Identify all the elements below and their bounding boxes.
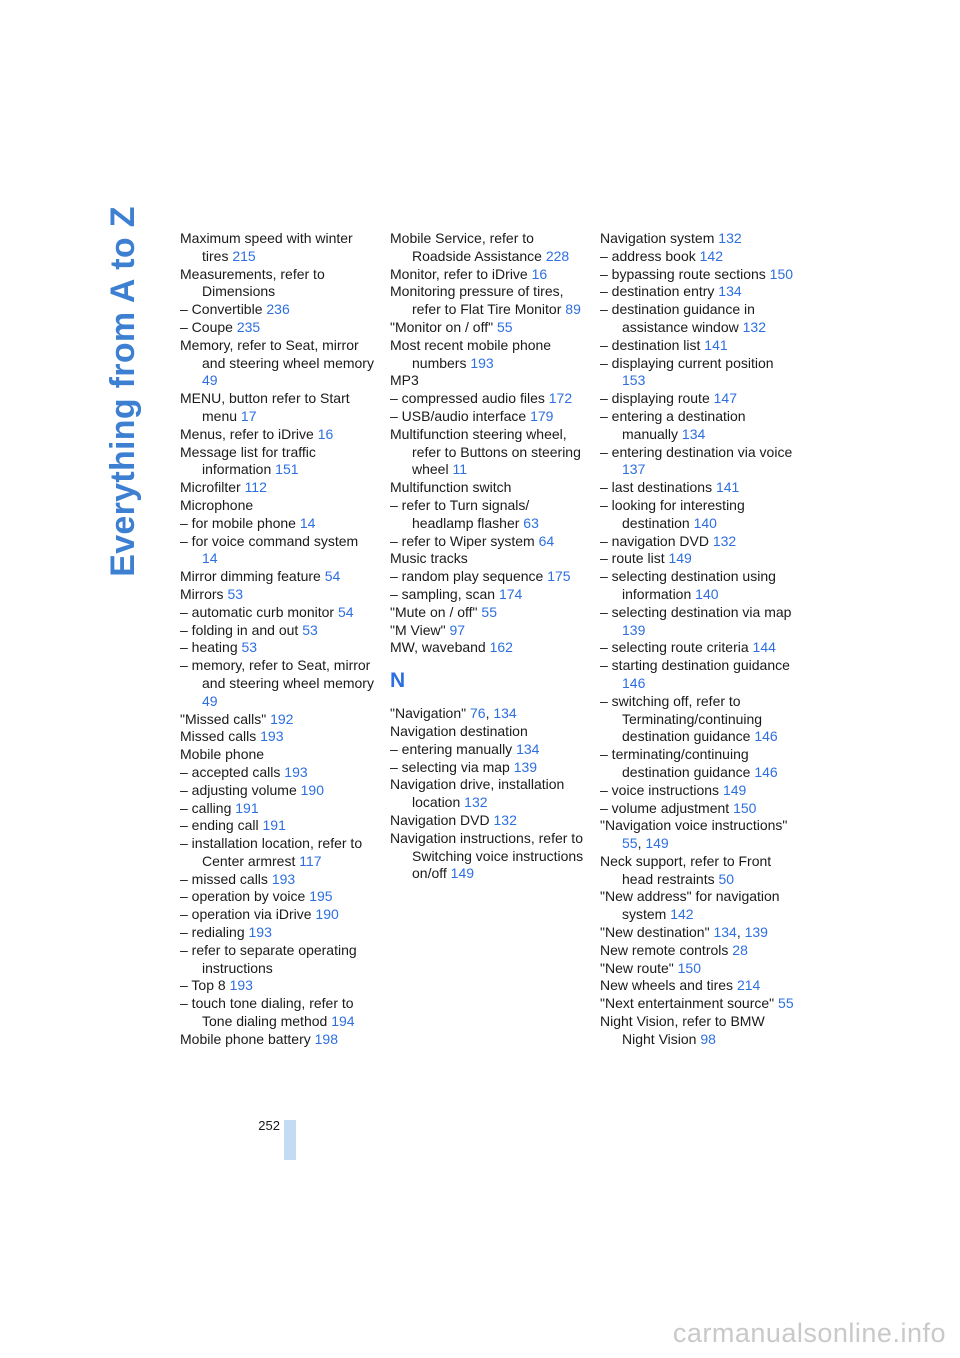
- page-reference-link[interactable]: 117: [299, 852, 322, 869]
- page-reference-link[interactable]: 54: [324, 568, 341, 585]
- page-reference-link[interactable]: 139: [744, 924, 768, 941]
- page-reference-link[interactable]: 191: [262, 817, 286, 834]
- index-term: Microfilter: [180, 479, 245, 496]
- index-term: – compressed audio files: [390, 390, 549, 407]
- index-entry: [180, 1031, 376, 1049]
- index-term: – switching off, refer to Terminating/continuing destination guidance: [600, 692, 763, 745]
- index-term: Missed calls: [180, 728, 261, 745]
- index-entry: [390, 639, 586, 657]
- page-reference-link[interactable]: 172: [548, 390, 573, 407]
- index-entry: [180, 977, 376, 995]
- page-reference-link[interactable]: 146: [754, 763, 778, 780]
- index-term: – Top 8: [180, 977, 230, 994]
- page-reference-link[interactable]: 55: [481, 603, 497, 620]
- index-entry: [180, 444, 376, 480]
- index-entry: [180, 888, 376, 906]
- page-reference-link[interactable]: 54: [337, 603, 354, 620]
- index-term: "Next entertainment source": [600, 995, 779, 1012]
- index-entry: [600, 248, 796, 266]
- index-term: – voice instructions: [600, 781, 723, 798]
- section-heading: N: [390, 669, 406, 693]
- index-term: – selecting via map: [390, 758, 514, 775]
- index-entry: [180, 604, 376, 622]
- page-reference-link[interactable]: 193: [229, 977, 253, 994]
- index-entry: [390, 759, 586, 777]
- page-reference-link[interactable]: 132: [742, 318, 766, 335]
- index-term: "M View": [390, 621, 450, 638]
- index-term: Monitoring pressure of tires, refer to Flat Tire Monitor: [390, 283, 566, 318]
- side-title-text: Everything from A to Z: [103, 205, 142, 577]
- index-entry: [600, 960, 796, 978]
- index-entry: [180, 515, 376, 533]
- page-reference-link[interactable]: 17: [240, 407, 257, 424]
- index-term: – refer to Turn signals/ headlamp flasher: [390, 496, 530, 531]
- index-term: Memory, refer to Seat, mirror and steering wheel memory: [180, 336, 374, 371]
- index-term: – adjusting volume: [180, 781, 301, 798]
- index-entry: [390, 550, 586, 568]
- index-entry: [390, 426, 586, 479]
- index-term: MW, waveband: [390, 639, 490, 656]
- index-term: Navigation system: [600, 230, 719, 246]
- index-entry: [180, 924, 376, 942]
- index-entry: [180, 533, 376, 569]
- index-term: "Mute on / off": [390, 603, 482, 620]
- page-reference-link[interactable]: 151: [275, 461, 299, 478]
- index-entry: [600, 1013, 796, 1049]
- index-term: Message list for traffic information: [180, 443, 316, 478]
- page-reference-link[interactable]: 53: [302, 621, 318, 638]
- index-entry: [180, 479, 376, 497]
- index-term: – ending call: [180, 817, 263, 834]
- page-reference-link[interactable]: 193: [470, 354, 494, 371]
- index-term: Mirror dimming feature: [180, 568, 325, 585]
- index-entry: [600, 942, 796, 960]
- page-reference-link[interactable]: 142: [670, 906, 694, 923]
- index-entry: [600, 533, 796, 551]
- page-reference-link[interactable]: 147: [713, 390, 737, 407]
- index-column-2: [390, 230, 586, 883]
- page-separator: ,: [485, 705, 494, 722]
- index-term: – calling: [180, 799, 236, 816]
- page-reference-link[interactable]: 149: [722, 781, 747, 798]
- index-entry: [600, 746, 796, 782]
- page-reference-link[interactable]: 192: [270, 710, 294, 727]
- index-entry: [390, 705, 586, 723]
- page-separator: ,: [637, 835, 646, 852]
- page-reference-link[interactable]: 190: [315, 906, 339, 923]
- index-entry: [180, 906, 376, 924]
- index-term: – operation by voice: [180, 888, 310, 905]
- page-reference-link[interactable]: 98: [700, 1030, 716, 1047]
- index-entry: [180, 266, 376, 302]
- index-entry: [180, 586, 376, 604]
- index-entry: [180, 746, 376, 764]
- index-term: Navigation destination: [390, 722, 528, 739]
- index-term: – Convertible: [180, 301, 267, 318]
- index-entry: [180, 319, 376, 337]
- index-entry: [390, 497, 586, 533]
- index-term: – operation via iDrive: [180, 906, 316, 923]
- index-entry: [600, 390, 796, 408]
- index-entry: [390, 408, 586, 426]
- index-entry: [180, 728, 376, 746]
- index-entry: [600, 995, 796, 1013]
- page-reference-link[interactable]: 14: [202, 550, 218, 567]
- index-entry: [180, 301, 376, 319]
- page-reference-link[interactable]: 137: [622, 461, 646, 478]
- page-reference-link[interactable]: 144: [752, 639, 776, 656]
- index-term: Monitor, refer to iDrive: [390, 265, 532, 282]
- index-term: Microphone: [180, 496, 254, 513]
- index-entry: [180, 639, 376, 657]
- index-term: – terminating/continuing destination guidance: [600, 746, 755, 780]
- index-entry: [180, 782, 376, 800]
- page-reference-link[interactable]: 55: [496, 318, 513, 335]
- page-reference-link[interactable]: 49: [202, 692, 218, 709]
- index-term: "New destination": [600, 924, 714, 941]
- index-entry: [180, 657, 376, 710]
- page-reference-link[interactable]: 55: [778, 995, 794, 1012]
- index-term: Multifunction switch: [390, 479, 512, 496]
- index-term: – entering destination via voice: [600, 443, 793, 460]
- index-term: MP3: [390, 372, 419, 389]
- index-entry: [180, 871, 376, 889]
- index-entry: [180, 337, 376, 390]
- index-entry: [180, 942, 376, 978]
- index-term: – memory, refer to Seat, mirror and steering wheel memory: [180, 657, 374, 691]
- index-term: – accepted calls: [180, 763, 285, 780]
- index-term: MENU, button refer to Start menu: [180, 390, 350, 424]
- index-term: – selecting route criteria: [600, 639, 753, 656]
- index-term: – redialing: [180, 924, 249, 941]
- index-term: Maximum speed with winter tires: [180, 230, 353, 264]
- page-reference-link[interactable]: 215: [232, 247, 256, 264]
- index-term: – displaying route: [600, 390, 714, 407]
- index-entry: [390, 830, 586, 883]
- page-reference-link[interactable]: 53: [241, 639, 258, 656]
- page-reference-link[interactable]: 16: [531, 265, 548, 282]
- page-reference-link[interactable]: 76: [469, 705, 486, 722]
- index-term: – entering a destination manually: [600, 407, 746, 442]
- watermark: carmanualsonline.info: [672, 1318, 946, 1348]
- page-reference-link[interactable]: 134: [713, 924, 737, 941]
- index-entry: [390, 390, 586, 408]
- page-reference-link[interactable]: 153: [622, 372, 646, 389]
- index-term: Most recent mobile phone numbers: [390, 336, 552, 371]
- page-reference-link[interactable]: 11: [452, 461, 468, 478]
- page-number-bar: [284, 1120, 296, 1160]
- page-reference-link[interactable]: 134: [516, 740, 540, 757]
- index-term: – destination guidance in assistance window: [600, 301, 755, 335]
- index-term: – volume adjustment: [600, 799, 734, 816]
- page-reference-link[interactable]: 195: [309, 888, 333, 905]
- page-reference-link[interactable]: 14: [299, 514, 316, 531]
- index-term: – USB/audio interface: [390, 407, 531, 424]
- page-reference-link[interactable]: 28: [732, 941, 748, 958]
- index-entry: [180, 622, 376, 640]
- page-reference-link[interactable]: 141: [704, 336, 728, 353]
- page-reference-link[interactable]: 132: [712, 532, 737, 549]
- page-reference-link[interactable]: 198: [314, 1030, 338, 1047]
- index-entry: [390, 266, 586, 284]
- page-reference-link[interactable]: 179: [530, 407, 554, 424]
- index-column-3: [600, 230, 796, 1049]
- index-entry: [600, 550, 796, 568]
- index-entry: [600, 301, 796, 337]
- index-entry: [180, 800, 376, 818]
- index-term: Measurements, refer to Dimensions: [180, 265, 325, 300]
- page-number: 252: [258, 1118, 280, 1133]
- index-term: Multifunction steering wheel, refer to Buttons on steering wheel: [390, 425, 581, 478]
- page-reference-link[interactable]: 132: [464, 794, 488, 811]
- index-entry: [180, 568, 376, 586]
- index-term: "Monitor on / off": [390, 318, 497, 335]
- index-entry: [390, 337, 586, 373]
- index-entry: [390, 812, 586, 830]
- page-reference-link[interactable]: 235: [236, 318, 261, 335]
- page-reference-link[interactable]: 53: [227, 585, 244, 602]
- index-entry: [390, 741, 586, 759]
- index-term: – last destinations: [600, 479, 716, 496]
- page-reference-link[interactable]: 149: [645, 835, 669, 852]
- index-term: – Coupe: [180, 318, 237, 335]
- index-entry: [390, 372, 586, 390]
- index-term: Mobile phone battery: [180, 1030, 315, 1047]
- index-term: – route list: [600, 550, 669, 567]
- index-term: – entering manually: [390, 740, 517, 757]
- index-term: Navigation DVD: [390, 811, 494, 828]
- index-entry: [600, 693, 796, 746]
- page-reference-link[interactable]: 193: [271, 870, 296, 887]
- index-entry: [600, 479, 796, 497]
- index-term: "New route": [600, 959, 678, 976]
- index-entry: [600, 568, 796, 604]
- page-reference-link[interactable]: 141: [715, 479, 740, 496]
- index-entry: [600, 337, 796, 355]
- page-reference-link[interactable]: 89: [565, 301, 581, 318]
- index-entry: [600, 639, 796, 657]
- page-reference-link[interactable]: 140: [695, 585, 719, 602]
- index-entry: [180, 995, 376, 1031]
- index-entry: [390, 230, 586, 266]
- page-reference-link[interactable]: 97: [449, 621, 466, 638]
- index-entry: [600, 888, 796, 924]
- index-entry: [390, 479, 586, 497]
- index-term: – touch tone dialing, refer to Tone dialing method: [180, 995, 354, 1030]
- page-reference-link[interactable]: 64: [538, 532, 555, 549]
- index-entry: [600, 924, 796, 942]
- index-term: Night Vision, refer to BMW Night Vision: [600, 1013, 765, 1047]
- index-term: "New address" for navigation system: [600, 888, 780, 923]
- index-entry: [180, 390, 376, 426]
- index-term: – refer to separate operating instructions: [180, 941, 357, 976]
- page-reference-link[interactable]: 139: [513, 758, 538, 775]
- index-term: "Navigation voice instructions": [600, 817, 788, 834]
- index-term: – navigation DVD: [600, 532, 713, 549]
- page-reference-link[interactable]: 132: [493, 811, 517, 828]
- page-reference-link[interactable]: 16: [317, 425, 334, 442]
- page-separator: ,: [736, 924, 745, 941]
- index-entry: [390, 604, 586, 622]
- index-term: – automatic curb monitor: [180, 603, 338, 620]
- index-term: Mobile Service, refer to Roadside Assistance: [390, 230, 546, 264]
- index-term: Mobile phone: [180, 746, 265, 763]
- page-reference-link[interactable]: 191: [235, 799, 259, 816]
- page-reference-link[interactable]: 146: [754, 728, 778, 745]
- index-term: – bypassing route sections: [600, 265, 770, 282]
- index-term: – destination list: [600, 336, 705, 353]
- index-term: – displaying current position: [600, 354, 774, 371]
- page-reference-link[interactable]: 150: [769, 265, 794, 282]
- page-reference-link[interactable]: 140: [693, 514, 717, 531]
- page-reference-link[interactable]: 134: [681, 425, 706, 442]
- page-reference-link[interactable]: 139: [622, 621, 646, 638]
- page-reference-link[interactable]: 50: [718, 870, 735, 887]
- index-entry: [390, 586, 586, 604]
- index-term: Navigation instructions, refer to Switching voice instructions on/off: [390, 829, 584, 882]
- page-reference-link[interactable]: 175: [547, 568, 571, 585]
- side-title: [88, 205, 158, 577]
- index-entry: [180, 835, 376, 871]
- page-reference-link[interactable]: 193: [248, 924, 272, 941]
- index-entry: [600, 604, 796, 640]
- index-entry: [180, 764, 376, 782]
- page-reference-link[interactable]: 55: [622, 835, 638, 852]
- index-entry: [390, 568, 586, 586]
- index-entry: [600, 853, 796, 889]
- index-term: – random play sequence: [390, 568, 548, 585]
- page-reference-link[interactable]: 214: [736, 977, 761, 994]
- index-term: – destination entry: [600, 283, 719, 300]
- index-entry: [390, 319, 586, 337]
- index-entry: [600, 657, 796, 693]
- index-entry: [600, 817, 796, 853]
- page-reference-link[interactable]: 134: [718, 283, 742, 300]
- index-entry: [180, 426, 376, 444]
- index-term: – selecting destination using information: [600, 568, 776, 602]
- index-term: – for voice command system: [180, 532, 359, 549]
- index-entry: [600, 266, 796, 284]
- index-term: – installation location, refer to Center armrest: [180, 835, 363, 869]
- index-entry: [390, 776, 586, 812]
- index-column-1: [180, 230, 376, 1049]
- index-entry: [600, 355, 796, 391]
- index-entry: [600, 283, 796, 301]
- page-reference-link[interactable]: 146: [622, 674, 646, 691]
- page-reference-link[interactable]: 194: [331, 1013, 355, 1030]
- index-term: – looking for interesting destination: [600, 496, 745, 531]
- index-term: Menus, refer to iDrive: [180, 425, 318, 442]
- index-term: – selecting destination via map: [600, 603, 792, 620]
- index-entry: [390, 283, 586, 319]
- index-term: "Missed calls": [180, 710, 271, 727]
- page-reference-link[interactable]: 49: [202, 372, 218, 389]
- page-reference-link[interactable]: 132: [718, 230, 742, 246]
- index-term: Navigation drive, installation location: [390, 776, 565, 811]
- page-reference-link[interactable]: 112: [244, 479, 267, 496]
- index-term: Neck support, refer to Front head restraints: [600, 852, 772, 887]
- index-term: New wheels and tires: [600, 977, 737, 994]
- page-reference-link[interactable]: 193: [260, 728, 284, 745]
- page-reference-link[interactable]: 228: [545, 247, 570, 264]
- page-reference-link[interactable]: 162: [489, 639, 513, 656]
- index-entry: [390, 533, 586, 551]
- page-reference-link[interactable]: 236: [266, 301, 290, 318]
- page-reference-link[interactable]: 149: [668, 550, 692, 567]
- index-entry: [180, 711, 376, 729]
- index-term: Mirrors: [180, 585, 228, 602]
- page-reference-link[interactable]: 149: [450, 865, 475, 882]
- index-entry: [600, 408, 796, 444]
- page-reference-link[interactable]: 193: [284, 763, 308, 780]
- index-term: – heating: [180, 639, 242, 656]
- index-entry: [180, 230, 376, 266]
- index-entry: [390, 723, 586, 741]
- index-entry: [600, 497, 796, 533]
- index-term: Music tracks: [390, 550, 468, 567]
- index-term: – refer to Wiper system: [390, 532, 539, 549]
- index-term: – starting destination guidance: [600, 657, 790, 674]
- index-term: – address book: [600, 247, 700, 264]
- index-entry: [600, 230, 796, 248]
- page-reference-link[interactable]: 150: [733, 799, 757, 816]
- page-reference-link[interactable]: 134: [493, 705, 517, 722]
- index-term: – for mobile phone: [180, 514, 300, 531]
- index-entry: [390, 622, 586, 640]
- index-entry: [600, 444, 796, 480]
- page-reference-link[interactable]: 190: [300, 781, 324, 798]
- index-term: – sampling, scan: [390, 585, 499, 602]
- index-term: – missed calls: [180, 870, 272, 887]
- index-term: "Navigation": [390, 705, 470, 722]
- index-term: – folding in and out: [180, 621, 303, 638]
- index-entry: [180, 497, 376, 515]
- page-reference-link[interactable]: 174: [498, 585, 523, 602]
- page-reference-link[interactable]: 150: [677, 959, 701, 976]
- index-term: New remote controls: [600, 941, 733, 958]
- page-reference-link[interactable]: 63: [523, 514, 539, 531]
- index-entry: [180, 817, 376, 835]
- page-reference-link[interactable]: 142: [699, 247, 723, 264]
- index-entry: [600, 800, 796, 818]
- index-entry: [600, 977, 796, 995]
- index-entry: [600, 782, 796, 800]
